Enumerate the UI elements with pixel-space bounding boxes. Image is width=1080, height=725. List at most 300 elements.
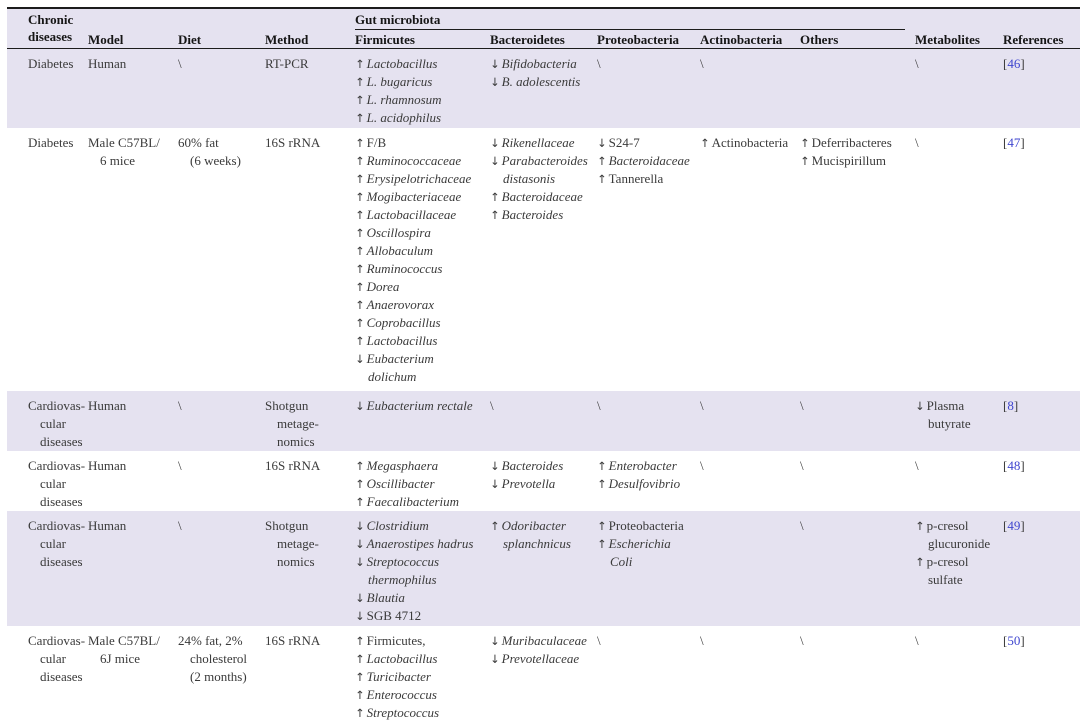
taxa-item: [355, 152, 485, 170]
down-arrow-icon: ↓: [355, 609, 365, 623]
taxa-item: [800, 134, 910, 152]
empty-marker: [800, 632, 910, 650]
up-arrow-icon: ↑: [800, 136, 810, 150]
taxa-item: [490, 152, 592, 188]
cell-bacteroidetes: [490, 457, 597, 511]
taxa-label: \: [700, 633, 704, 648]
cell-method: [265, 397, 355, 451]
down-arrow-icon: ↓: [490, 57, 500, 71]
cell-metabolites: [915, 55, 1003, 128]
header-diet: Diet: [178, 32, 202, 47]
method-line: 16S rRNA: [265, 633, 321, 648]
empty-marker: [915, 55, 998, 73]
cell-disease: [7, 632, 88, 725]
model-line: 6J mice: [100, 651, 141, 666]
disease-line: diseases: [40, 494, 83, 509]
taxa-item: [800, 152, 910, 170]
reference-bracket: ]: [1020, 633, 1025, 648]
up-arrow-icon: ↑: [355, 706, 365, 720]
taxa-item: [355, 260, 485, 278]
cell-firmicutes: [355, 457, 490, 511]
up-arrow-icon: ↑: [355, 477, 365, 491]
taxa-label: Oscillospira: [366, 225, 431, 240]
taxa-label: Odoribacter splanchnicus: [501, 518, 571, 551]
taxa-item: [915, 553, 998, 589]
model-line: 6 mice: [100, 153, 136, 168]
up-arrow-icon: ↑: [490, 208, 500, 222]
table-row: [7, 626, 1080, 725]
table-header: [7, 7, 1080, 49]
cell-model: [88, 134, 178, 391]
taxa-item: [355, 457, 485, 475]
down-arrow-icon: ↓: [355, 555, 365, 569]
taxa-label: Desulfovibrio: [608, 476, 681, 491]
taxa-item: [490, 475, 592, 493]
taxa-item: [355, 296, 485, 314]
diet-line: \: [178, 398, 182, 413]
up-arrow-icon: ↑: [915, 519, 925, 533]
cell-disease: [7, 517, 88, 626]
taxa-item: [355, 668, 485, 686]
disease-line: Diabetes: [28, 56, 74, 71]
taxa-item: [355, 206, 485, 224]
up-arrow-icon: ↑: [355, 495, 365, 509]
taxa-item: [490, 73, 592, 91]
empty-marker: [800, 517, 910, 535]
taxa-label: \: [597, 398, 601, 413]
cell-actinobacteria: [700, 55, 800, 128]
cell-diet: [178, 397, 265, 451]
cell-others: [800, 632, 915, 725]
taxa-label: \: [800, 633, 804, 648]
taxa-item: [355, 607, 485, 625]
method-line: Shotgun: [265, 398, 309, 413]
cell-others: [800, 457, 915, 511]
cell-actinobacteria: [700, 134, 800, 391]
table-row: [7, 511, 1080, 626]
up-arrow-icon: ↑: [700, 136, 710, 150]
diet-line: (2 months): [190, 669, 247, 684]
taxa-item: [597, 170, 695, 188]
taxa-label: \: [700, 458, 704, 473]
cell-firmicutes: [355, 397, 490, 451]
cell-others: [800, 397, 915, 451]
cell-diet: [178, 632, 265, 725]
empty-marker: [597, 55, 695, 73]
up-arrow-icon: ↑: [355, 111, 365, 125]
taxa-label: Bacteroidaceae: [501, 189, 583, 204]
taxa-item: [355, 397, 485, 415]
taxa-item: [355, 134, 485, 152]
taxa-label: Bacteroidaceae: [608, 153, 690, 168]
header-gut-microbiota-group: Gut microbiota: [355, 11, 905, 30]
up-arrow-icon: ↑: [355, 262, 365, 276]
up-arrow-icon: ↑: [355, 57, 365, 71]
taxa-label: L. bugaricus: [366, 74, 433, 89]
taxa-label: Enterobacter: [608, 458, 677, 473]
down-arrow-icon: ↓: [355, 591, 365, 605]
taxa-label: \: [597, 633, 601, 648]
taxa-label: Bifidobacteria: [501, 56, 577, 71]
reference-bracket: [: [1003, 458, 1008, 473]
down-arrow-icon: ↓: [490, 154, 500, 168]
disease-line: cular: [40, 651, 66, 666]
cell-method: [265, 632, 355, 725]
cell-metabolites: [915, 457, 1003, 511]
down-arrow-icon: ↓: [490, 634, 500, 648]
disease-line: Cardiovas-: [28, 518, 86, 533]
taxa-label: SGB 4712: [366, 608, 422, 623]
disease-line: cular: [40, 416, 66, 431]
up-arrow-icon: ↑: [597, 154, 607, 168]
cell-diet: [178, 134, 265, 391]
cell-diet: [178, 517, 265, 626]
taxa-label: Firmicutes,: [366, 633, 426, 648]
cell-actinobacteria: [700, 632, 800, 725]
taxa-item: [355, 589, 485, 607]
cell-reference: [1003, 134, 1080, 391]
cell-actinobacteria: [700, 457, 800, 511]
empty-marker: [700, 457, 795, 475]
taxa-item: [355, 650, 485, 668]
taxa-item: [355, 91, 485, 109]
taxa-item: [355, 73, 485, 91]
header-others: Others: [800, 32, 839, 47]
cell-disease: [7, 397, 88, 451]
up-arrow-icon: ↑: [355, 688, 365, 702]
cell-bacteroidetes: [490, 134, 597, 391]
diet-line: 24% fat, 2%: [178, 633, 243, 648]
taxa-item: [355, 704, 485, 722]
model-line: Human: [88, 518, 127, 533]
header-references: References: [1003, 32, 1064, 47]
method-line: 16S rRNA: [265, 458, 321, 473]
up-arrow-icon: ↑: [355, 190, 365, 204]
diet-line: \: [178, 518, 182, 533]
taxa-label: Tannerella: [608, 171, 664, 186]
diet-line: 60% fat: [178, 135, 219, 150]
model-line: Male C57BL/: [88, 633, 160, 648]
cell-model: [88, 632, 178, 725]
up-arrow-icon: ↑: [355, 208, 365, 222]
taxa-label: Lactobacillus: [366, 56, 438, 71]
cell-bacteroidetes: [490, 517, 597, 626]
down-arrow-icon: ↓: [490, 136, 500, 150]
model-line: Male C57BL/: [88, 135, 160, 150]
cell-metabolites: [915, 134, 1003, 391]
cell-model: [88, 457, 178, 511]
taxa-item: [355, 314, 485, 332]
taxa-label: \: [700, 398, 704, 413]
taxa-item: [355, 632, 485, 650]
cell-others: [800, 517, 915, 626]
up-arrow-icon: ↑: [355, 334, 365, 348]
taxa-label: Bacteroides: [501, 458, 564, 473]
taxa-label: Eubacterium rectale: [366, 398, 473, 413]
header-method: Method: [265, 32, 309, 47]
cell-disease: [7, 457, 88, 511]
disease-line: diseases: [40, 554, 83, 569]
cell-metabolites: [915, 632, 1003, 725]
reference-bracket: [: [1003, 135, 1008, 150]
taxa-item: [355, 242, 485, 260]
up-arrow-icon: ↑: [355, 316, 365, 330]
empty-marker: [800, 397, 910, 415]
diet-line: cholesterol: [190, 651, 248, 666]
header-model: Model: [88, 32, 124, 47]
taxa-label: Bacteroides: [501, 207, 564, 222]
reference-bracket: ]: [1020, 518, 1025, 533]
cell-bacteroidetes: [490, 55, 597, 128]
taxa-label: Lactobacillus: [366, 333, 438, 348]
disease-line: Cardiovas-: [28, 633, 86, 648]
up-arrow-icon: ↑: [355, 75, 365, 89]
method-line: nomics: [277, 434, 315, 449]
taxa-item: [597, 134, 695, 152]
cell-others: [800, 134, 915, 391]
disease-line: diseases: [40, 669, 83, 684]
taxa-label: Proteobacteria: [608, 518, 684, 533]
cell-disease: [7, 55, 88, 128]
cell-firmicutes: [355, 55, 490, 128]
diet-line: \: [178, 56, 182, 71]
taxa-item: [355, 493, 485, 511]
up-arrow-icon: ↑: [597, 172, 607, 186]
taxa-label: Ruminococcaceae: [366, 153, 462, 168]
up-arrow-icon: ↑: [355, 652, 365, 666]
cell-firmicutes: [355, 632, 490, 725]
taxa-label: \: [915, 458, 919, 473]
empty-marker: [915, 632, 998, 650]
header-chronic-line1: Chronic: [28, 12, 74, 27]
taxa-item: [355, 332, 485, 350]
method-line: RT-PCR: [265, 56, 309, 71]
disease-line: Cardiovas-: [28, 398, 86, 413]
cell-proteobacteria: [597, 55, 700, 128]
taxa-label: \: [800, 458, 804, 473]
taxa-item: [355, 224, 485, 242]
taxa-item: [490, 457, 592, 475]
taxa-item: [490, 55, 592, 73]
cell-diet: [178, 55, 265, 128]
reference-bracket: ]: [1020, 56, 1025, 71]
reference-link[interactable]: 48: [1007, 458, 1021, 473]
disease-line: Diabetes: [28, 135, 74, 150]
empty-marker: [915, 457, 998, 475]
empty-marker: [490, 397, 592, 415]
taxa-label: \: [490, 398, 494, 413]
up-arrow-icon: ↑: [355, 280, 365, 294]
disease-line: cular: [40, 476, 66, 491]
reference-bracket: ]: [1020, 135, 1025, 150]
empty-marker: [700, 55, 795, 73]
table-row: [7, 391, 1080, 451]
reference-link[interactable]: 8: [1007, 398, 1014, 413]
cell-method: [265, 55, 355, 128]
up-arrow-icon: ↑: [355, 298, 365, 312]
reference-link[interactable]: 50: [1007, 633, 1021, 648]
taxa-label: \: [915, 56, 919, 71]
taxa-label: Megasphaera: [366, 458, 439, 473]
taxa-label: Ruminococcus: [366, 261, 443, 276]
cell-bacteroidetes: [490, 397, 597, 451]
taxa-item: [597, 475, 695, 493]
cell-method: [265, 517, 355, 626]
reference-bracket: [: [1003, 518, 1008, 533]
cell-model: [88, 55, 178, 128]
method-line: nomics: [277, 554, 315, 569]
taxa-item: [355, 535, 485, 553]
taxa-label: S24-7: [608, 135, 640, 150]
taxa-item: [355, 109, 485, 127]
cell-metabolites: [915, 397, 1003, 451]
taxa-item: [355, 475, 485, 493]
up-arrow-icon: ↑: [355, 670, 365, 684]
taxa-label: Plasma butyrate: [926, 398, 971, 431]
cell-method: [265, 134, 355, 391]
cell-others: [800, 55, 915, 128]
up-arrow-icon: ↑: [597, 477, 607, 491]
empty-marker: [700, 632, 795, 650]
taxa-label: Escherichia Coli: [608, 536, 671, 569]
cell-proteobacteria: [597, 457, 700, 511]
cell-disease: [7, 134, 88, 391]
up-arrow-icon: ↑: [355, 93, 365, 107]
disease-line: diseases: [40, 434, 83, 449]
cell-model: [88, 517, 178, 626]
cell-reference: [1003, 397, 1080, 451]
method-line: Shotgun: [265, 518, 309, 533]
cell-metabolites: [915, 517, 1003, 626]
down-arrow-icon: ↓: [915, 399, 925, 413]
up-arrow-icon: ↑: [355, 226, 365, 240]
cell-proteobacteria: [597, 517, 700, 626]
taxa-item: [355, 188, 485, 206]
model-line: Human: [88, 458, 127, 473]
header-chronic-line2: diseases: [28, 29, 73, 44]
taxa-label: Rikenellaceae: [501, 135, 575, 150]
reference-link[interactable]: 46: [1007, 56, 1021, 71]
taxa-label: Oscillibacter: [366, 476, 435, 491]
model-line: Human: [88, 398, 127, 413]
cell-model: [88, 397, 178, 451]
disease-line: Cardiovas-: [28, 458, 86, 473]
cell-proteobacteria: [597, 397, 700, 451]
up-arrow-icon: ↑: [355, 459, 365, 473]
taxa-item: [355, 350, 485, 386]
taxa-label: F/B: [366, 135, 387, 150]
cell-actinobacteria: [700, 517, 800, 626]
empty-marker: [597, 632, 695, 650]
diet-line: (6 weeks): [190, 153, 241, 168]
taxa-label: Anaerovorax: [366, 297, 435, 312]
taxa-item: [355, 55, 485, 73]
taxa-item: [490, 517, 592, 553]
cell-diet: [178, 457, 265, 511]
header-bacteroidetes: Bacteroidetes: [490, 32, 565, 47]
taxa-label: Prevotella: [501, 476, 556, 491]
up-arrow-icon: ↑: [597, 459, 607, 473]
up-arrow-icon: ↑: [355, 154, 365, 168]
cell-method: [265, 457, 355, 511]
taxa-label: Deferribacteres: [811, 135, 892, 150]
cell-proteobacteria: [597, 134, 700, 391]
diet-line: \: [178, 458, 182, 473]
cell-reference: [1003, 457, 1080, 511]
taxa-label: Anaerostipes hadrus: [366, 536, 474, 551]
taxa-label: Streptococcus thermophilus: [366, 554, 440, 587]
taxa-item: [355, 278, 485, 296]
taxa-label: Faecalibacterium: [366, 494, 460, 509]
reference-bracket: [: [1003, 633, 1008, 648]
down-arrow-icon: ↓: [597, 136, 607, 150]
cell-firmicutes: [355, 517, 490, 626]
header-metabolites: Metabolites: [915, 32, 980, 47]
cell-reference: [1003, 55, 1080, 128]
taxa-item: [355, 686, 485, 704]
taxa-label: Actinobacteria: [711, 135, 789, 150]
header-chronic-diseases: [7, 11, 88, 50]
taxa-label: \: [800, 518, 804, 533]
reference-bracket: ]: [1013, 398, 1019, 413]
taxa-label: Turicibacter: [366, 669, 431, 684]
down-arrow-icon: ↓: [490, 652, 500, 666]
cell-bacteroidetes: [490, 632, 597, 725]
taxa-label: B. adolescentis: [501, 74, 581, 89]
reference-link[interactable]: 47: [1007, 135, 1021, 150]
taxa-label: Mucispirillum: [811, 153, 887, 168]
taxa-label: L. acidophilus: [366, 110, 442, 125]
reference-link[interactable]: 49: [1007, 518, 1021, 533]
taxa-label: Dorea: [366, 279, 400, 294]
reference-bracket: [: [1003, 56, 1008, 71]
taxa-label: Parabacteroides distasonis: [501, 153, 588, 186]
disease-line: cular: [40, 536, 66, 551]
taxa-item: [355, 553, 485, 589]
taxa-label: Coprobacillus: [366, 315, 441, 330]
cell-firmicutes: [355, 134, 490, 391]
taxa-label: Lactobacillaceae: [366, 207, 457, 222]
down-arrow-icon: ↓: [490, 477, 500, 491]
cell-reference: [1003, 517, 1080, 626]
empty-marker: [597, 397, 695, 415]
taxa-label: Mogibacteriaceae: [366, 189, 462, 204]
up-arrow-icon: ↑: [915, 555, 925, 569]
method-line: 16S rRNA: [265, 135, 321, 150]
taxa-label: Lactobacillus: [366, 651, 438, 666]
cell-reference: [1003, 632, 1080, 725]
taxa-item: [490, 134, 592, 152]
down-arrow-icon: ↓: [355, 399, 365, 413]
taxa-label: Prevotellaceae: [501, 651, 580, 666]
taxa-label: Enterococcus: [366, 687, 437, 702]
empty-marker: [800, 457, 910, 475]
taxa-item: [490, 206, 592, 224]
header-actinobacteria: Actinobacteria: [700, 32, 783, 47]
taxa-label: p-cresol sulfate: [926, 554, 969, 587]
taxa-label: Erysipelotrichaceae: [366, 171, 472, 186]
reference-bracket: ]: [1020, 458, 1025, 473]
cell-proteobacteria: [597, 632, 700, 725]
taxa-item: [490, 188, 592, 206]
empty-marker: [915, 134, 998, 152]
up-arrow-icon: ↑: [355, 244, 365, 258]
taxa-label: Muribaculaceae: [501, 633, 587, 648]
taxa-label: Eubacterium dolichum: [366, 351, 434, 384]
taxa-label: p-cresol glucuronide: [926, 518, 991, 551]
taxa-item: [355, 170, 485, 188]
cell-actinobacteria: [700, 397, 800, 451]
